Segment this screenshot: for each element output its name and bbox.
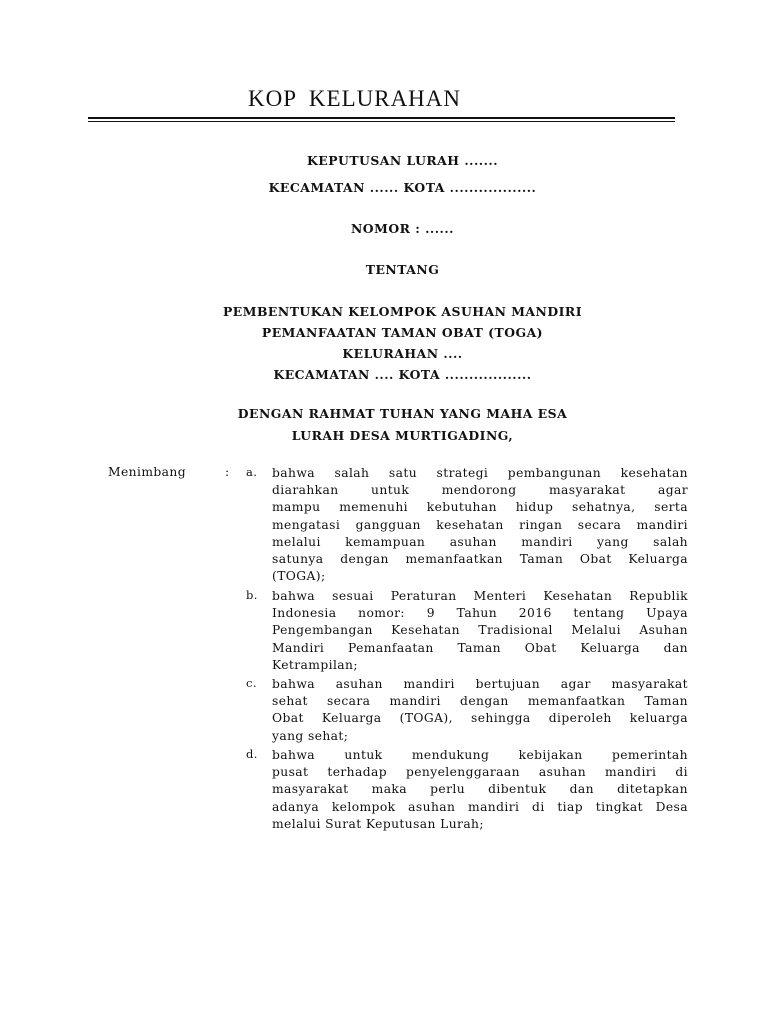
item-line: sehat secara mandiri dengan memanfaatkan Taman xyxy=(272,694,688,709)
item-line: Pengembangan Kesehatan Tradisional Melalui Asuhan xyxy=(272,623,688,638)
item-text xyxy=(272,747,688,833)
item-line: Indonesia nomor: 9 Tahun 2016 tentang Upaya xyxy=(272,606,688,621)
letterhead-title: KOP KELURAHAN xyxy=(248,86,462,111)
item-line: yang sehat; xyxy=(272,728,349,743)
menimbang-colon: : xyxy=(225,465,230,479)
item-text xyxy=(272,465,688,585)
item-line: pusat terhadap penyelenggaraan asuhan mandiri di xyxy=(272,765,688,780)
decree-subject-line-3: KELURAHAN .... xyxy=(342,346,463,361)
decree-subject-line-4: KECAMATAN .... KOTA .................. xyxy=(273,367,532,382)
item-line: adanya kelompok asuhan mandiri di tiap tingkat Desa xyxy=(272,799,688,814)
item-text xyxy=(272,676,688,745)
letterhead-rule-thin xyxy=(88,121,675,122)
decree-blessing: DENGAN RAHMAT TUHAN YANG MAHA ESA xyxy=(237,406,568,421)
item-letter: b. xyxy=(246,588,258,602)
item-line: Obat Keluarga (TOGA), sehingga diperoleh keluarga xyxy=(272,711,688,726)
item-line: bahwa sesuai Peraturan Menteri Kesehatan Republik xyxy=(272,589,688,603)
item-line: Ketrampilan; xyxy=(272,657,358,672)
item-line: melalui Surat Keputusan Lurah; xyxy=(272,816,484,831)
decree-title: KEPUTUSAN LURAH ....... xyxy=(306,153,499,168)
item-line: mengatasi gangguan kesehatan ringan secara mandiri xyxy=(272,517,688,532)
item-line: masyarakat maka perlu dibentuk dan ditetapkan xyxy=(272,782,688,797)
item-line: melalui kemampuan asuhan mandiri yang salah xyxy=(272,534,688,549)
decree-subject-line-2: PEMANFAATAN TAMAN OBAT (TOGA) xyxy=(261,325,544,340)
decree-number: NOMOR : ...... xyxy=(350,221,454,236)
item-text xyxy=(272,588,688,674)
item-line: Mandiri Pemanfaatan Taman Obat Keluarga dan xyxy=(272,640,688,655)
decree-district: KECAMATAN ...... KOTA .................. xyxy=(268,180,537,195)
decree-official: LURAH DESA MURTIGADING, xyxy=(291,428,514,443)
item-letter: d. xyxy=(246,747,258,761)
item-letter: a. xyxy=(246,465,258,479)
item-line: mampu memenuhi kebutuhan hidup sehatnya, serta xyxy=(272,500,688,515)
item-line: diarahkan untuk mendorong masyarakat agar xyxy=(272,483,688,498)
item-line: (TOGA); xyxy=(272,569,326,584)
item-line: bahwa asuhan mandiri bertujuan agar masyarakat xyxy=(272,677,688,691)
item-line: bahwa salah satu strategi pembangunan kesehatan xyxy=(272,466,688,480)
menimbang-label: Menimbang xyxy=(108,465,186,479)
item-letter: c. xyxy=(246,676,257,690)
item-line: bahwa untuk mendukung kebijakan pemerintah xyxy=(272,748,688,762)
decree-subject-line-1: PEMBENTUKAN KELOMPOK ASUHAN MANDIRI xyxy=(222,304,582,319)
item-line: satunya dengan memanfaatkan Taman Obat Keluarga xyxy=(272,552,688,567)
letterhead-rule-thick xyxy=(88,117,675,119)
decree-about: TENTANG xyxy=(365,262,440,277)
